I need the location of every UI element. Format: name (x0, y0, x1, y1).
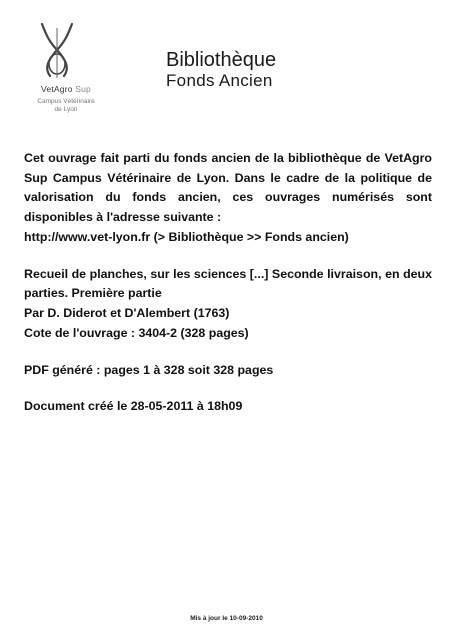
intro-line-3: valorisation du fonds ancien, ces ouvrages numérisés sont (24, 190, 432, 205)
logo-name-suffix: Sup (75, 84, 91, 94)
library-url: http://www.vet-lyon.fr (> Bibliothèque >> Fonds ancien) (24, 229, 349, 244)
intro-line-2: Sup Campus Vétérinaire de Lyon. Dans le cadre de la politique de (24, 170, 432, 185)
logo-sub-line2: de Lyon (54, 106, 78, 113)
vetagro-logo-icon (36, 20, 78, 82)
library-title: Bibliothèque (166, 49, 277, 71)
work-title-line-1: Recueil de planches, sur les sciences [...] Seconde livraison, en deux (24, 266, 432, 281)
library-subtitle: Fonds Ancien (166, 71, 273, 90)
logo-sub-line1: Campus Vétérinaire (37, 98, 95, 105)
logo-subtitle (26, 98, 106, 114)
work-call-number: Cote de l'ouvrage : 3404-2 (328 pages) (24, 325, 249, 340)
intro-line-4: disponibles à l'adresse suivante : (24, 210, 222, 225)
document-body (24, 149, 432, 417)
footer-updated: Mis à jour le 10-09-2010 (190, 615, 263, 622)
logo-name (24, 84, 108, 94)
library-heading (166, 49, 276, 91)
work-authors: Par D. Diderot et D'Alembert (1763) (24, 305, 230, 320)
work-title-line-2: parties. Première partie (24, 286, 162, 301)
intro-line-1: Cet ouvrage fait parti du fonds ancien de la bibliothèque de VetAgro (24, 151, 432, 165)
logo-name-main: VetAgro (41, 84, 73, 94)
document-created: Document créé le 28-05-2011 à 18h09 (24, 399, 243, 414)
pdf-info: PDF généré : pages 1 à 328 soit 328 pages (24, 363, 274, 378)
